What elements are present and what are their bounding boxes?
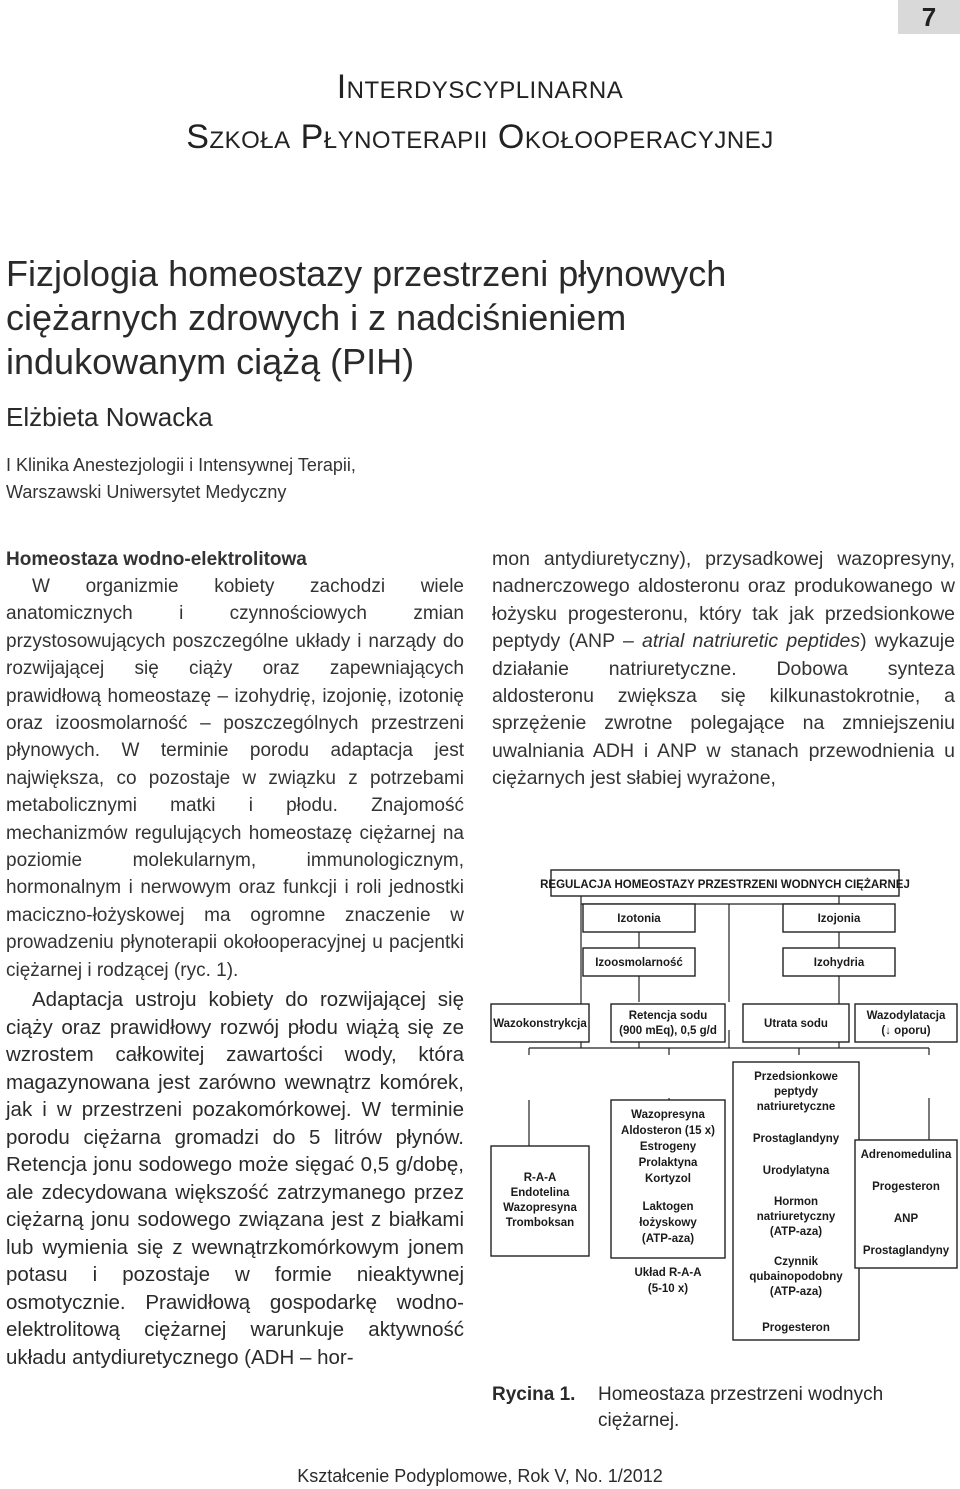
diagram-boxes <box>491 870 957 1340</box>
izojonia-label: Izojonia <box>817 913 861 925</box>
paragraph-text: ) wykazuje działanie natriuretyczne. Dobowa synteza aldosteronu zwiększa się kilkunastokrotnie, a sprzężenie zwrotne polegające na zmniejszeniu uwalniania ADH i ANP w stanach przewodnienia u ciężarnych jest słabiej wyrażone, <box>492 630 955 790</box>
col2-item: Laktogen <box>642 1201 694 1213</box>
col4-item: ANP <box>893 1213 919 1225</box>
affiliation-line: I Klinika Anestezjologii i Intensywnej Terapii, <box>6 455 356 475</box>
col3-item: (ATP-aza) <box>769 1286 823 1298</box>
paragraph-italic: atrial natriuretic peptides <box>642 630 861 653</box>
col2-item: Układ R-A-A <box>634 1267 702 1279</box>
right-column <box>492 546 955 793</box>
col2-item: (5-10 x) <box>647 1283 689 1295</box>
diagram-svg <box>489 858 959 1346</box>
col2-item: Estrogeny <box>639 1141 697 1153</box>
col3-item: Progesteron <box>762 1322 830 1334</box>
col3-item: Urodylatyna <box>762 1165 830 1177</box>
paragraph-continued <box>492 546 955 793</box>
author: Elżbieta Nowacka <box>6 402 213 432</box>
col3-item: Prostaglandyny <box>752 1133 840 1145</box>
izoosmolarnosc-label: Izoosmolarność <box>595 957 683 969</box>
left-column <box>6 546 464 1371</box>
diagram-header-label: REGULACJA HOMEOSTAZY PRZESTRZENI WODNYCH CIĘŻARNEJ <box>540 879 910 891</box>
wazodylatacja-label: Wazodylatacja <box>866 1010 946 1022</box>
col4-item: Prostaglandyny <box>862 1245 950 1257</box>
col3-item: qubainopodobny <box>749 1271 843 1283</box>
col1-item: Endotelina <box>510 1187 570 1199</box>
figure-caption <box>492 1382 957 1434</box>
paragraph <box>6 573 464 984</box>
wazokonstrykcja-label: Wazokonstrykcja <box>493 1018 587 1030</box>
article-title <box>6 252 906 384</box>
col2-item: łożyskowy <box>639 1217 697 1229</box>
col3-item: Hormon <box>773 1196 819 1208</box>
col3-item: natriuretyczny <box>756 1211 836 1223</box>
col4-item: Progesteron <box>872 1181 940 1193</box>
caption-label: Rycina 1. <box>492 1384 576 1405</box>
col3-item: Przedsionkowe <box>754 1071 838 1083</box>
series-title <box>0 62 960 162</box>
paragraph-text: Adaptacja ustroju kobiety do rozwijającej się ciąży oraz prawidłowy rozwój płodu wiążą się ze wzrostem całkowitej zawartości wody, która magazynowana jest zarówno wewnątrz komórek, jak i w przestrzeni pozakomórkowej. W terminie porodu ciężarna gromadzi do 5 litrów płynów. Retencja jonu sodowego może sięgać 0,5 g/dobę, ale zdecydowana większość zatrzymanego przez ciężarną jonu sodowego związana jest z białkami lub wymienia się z wewnątrzkomórkowym jonem potasu i pozostaje w formie nieaktywnej osmotycznie. Prawidłową gospodarkę wodno-elektrolitową ciężarnej warunkuje aktywność układu antydiuretycznego (ADH – hor- <box>6 988 464 1369</box>
retencja-label: Retencja sodu <box>628 1010 708 1022</box>
page-number: 7 <box>898 0 960 34</box>
caption-text: Homeostaza przestrzeni wodnych ciężarnej. <box>598 1384 884 1431</box>
article-title-line: indukowanym ciążą (PIH) <box>6 341 415 382</box>
wazodylatacja-label: (↓ oporu) <box>881 1025 931 1037</box>
col1-item: R-A-A <box>523 1172 557 1184</box>
col3-item: (ATP-aza) <box>769 1226 823 1238</box>
izohydria-label: Izohydria <box>813 957 865 969</box>
page-footer: Kształcenie Podyplomowe, Rok V, No. 1/2012 <box>297 1466 663 1486</box>
article-title-line: ciężarnych zdrowych i z nadciśnieniem <box>6 297 627 338</box>
retencja-label: (900 mEq), 0,5 g/d <box>619 1025 717 1037</box>
affiliation-line: Warszawski Uniwersytet Medyczny <box>6 482 287 502</box>
figure-diagram <box>489 858 959 1346</box>
col2-item: Aldosteron (15 x) <box>621 1125 715 1137</box>
col1-item: Wazopresyna <box>503 1202 577 1214</box>
paragraph-text: mon antydiuretyczny), przysadkowej wazopresyny, nadnerczowego aldosteronu oraz produkowanego w łożysku progesteronu, który tak jak przedsionkowe peptydy (ANP – <box>492 548 955 653</box>
utrata-sodu-label: Utrata sodu <box>764 1018 828 1030</box>
col2-item: Kortyzol <box>645 1173 691 1185</box>
series-title-line: Szkoła Płynoterapii Okołooperacyjnej <box>186 118 774 156</box>
col3-item: peptydy <box>773 1086 819 1098</box>
series-title-line: Interdyscyplinarna <box>336 68 624 106</box>
col2-item: Prolaktyna <box>638 1157 698 1169</box>
izotonia-label: Izotonia <box>617 913 661 925</box>
col2-item: (ATP-aza) <box>641 1233 695 1245</box>
col3-item: natriuretyczne <box>756 1101 836 1113</box>
col3-item: Czynnik <box>773 1256 819 1268</box>
affiliation <box>6 452 356 506</box>
col2-item: Wazopresyna <box>631 1109 705 1121</box>
col4-item: Adrenomedulina <box>860 1149 952 1161</box>
col1-item: Tromboksan <box>505 1217 575 1229</box>
section-heading: Homeostaza wodno-elektrolitowa <box>6 549 307 570</box>
paragraph <box>6 986 464 1371</box>
article-title-line: Fizjologia homeostazy przestrzeni płynowych <box>6 253 727 294</box>
paragraph-text: W organizmie kobiety zachodzi wiele anatomicznych i czynnościowych zmian przystosowujących poszczególne układy i narządy do rozwijającej się ciąży oraz zapewniających prawidłową homeostazę – izohydrię, izojonię, izotonię oraz izoosmolarność – poszczególnych przestrzeni płynowych. W terminie porodu adaptacja jest największa, co pozostaje w związku z potrzebami metabolicznymi matki i płodu. Znajomość mechanizmów regulujących homeostazę ciężarnej na poziomie molekularnym, immunologicznym, hormonalnym i nerwowym oraz funkcji i roli jednostki maciczno-łożyskowej ma ogromne znaczenie w prowadzeniu płynoterapii okołooperacyjnej u pacjentki ciężarnej i rodzącej (ryc. 1). <box>6 576 464 981</box>
